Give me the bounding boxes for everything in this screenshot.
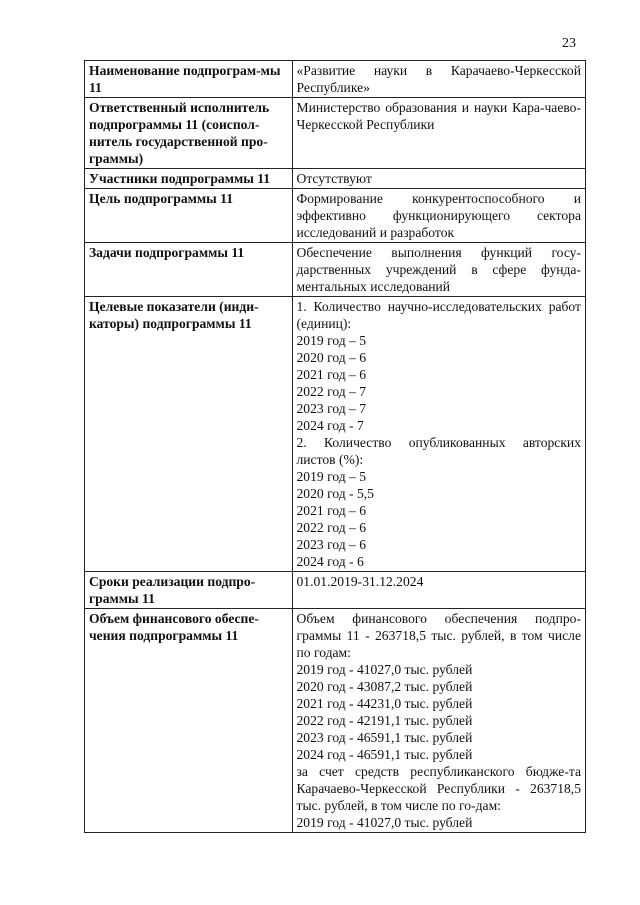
value-line: 2024 год - 6 (296, 554, 364, 569)
subprogram-passport-table (84, 60, 586, 833)
row-label: Цель подпрограммы 11 (85, 189, 293, 243)
value-line: 2019 год - 41027,0 тыс. рублей (296, 662, 473, 677)
value-line: 2023 год - 46591,1 тыс. рублей (296, 730, 473, 745)
value-line: Обеспечение выполнения функций госу-дарственных учреждений в сфере фунда-ментальных исследований (296, 245, 581, 294)
row-label: Наименование подпрограм-мы 11 (85, 61, 293, 98)
value-line: Министерство образования и науки Кара-чаево-Черкесской Республики (296, 100, 581, 132)
row-value (292, 189, 586, 243)
page-number: 23 (562, 36, 576, 51)
value-line: «Развитие науки в Карачаево-Черкесской Республике» (296, 63, 581, 95)
value-line: 2023 год – 7 (296, 401, 367, 416)
value-line: 2020 год - 5,5 (296, 486, 374, 501)
value-line: за счет средств республиканского бюдже-та Карачаево-Черкесской Республики - 263718,5 тыс. рублей, в том числе по го-дам: (296, 764, 581, 813)
value-line: 2021 год – 6 (296, 503, 367, 518)
table-row (85, 189, 586, 243)
row-value (292, 169, 586, 189)
value-line: 2022 год – 7 (296, 384, 367, 399)
value-line: 2022 год - 42191,1 тыс. рублей (296, 713, 473, 728)
value-line: 2020 год – 6 (296, 350, 367, 365)
table-row (85, 243, 586, 297)
row-label: Объем финансового обеспе-чения подпрограммы 11 (85, 609, 293, 833)
table-row (85, 297, 586, 572)
row-value (292, 609, 586, 833)
row-label: Целевые показатели (инди-каторы) подпрограммы 11 (85, 297, 293, 572)
table-row (85, 61, 586, 98)
value-line: 2020 год - 43087,2 тыс. рублей (296, 679, 473, 694)
table-row (85, 572, 586, 609)
row-label: Ответственный исполнитель подпрограммы 11 (соиспол-нитель государственной про-граммы) (85, 98, 293, 169)
value-line: 2021 год – 6 (296, 367, 367, 382)
value-line: Объем финансового обеспечения подпро-граммы 11 - 263718,5 тыс. рублей, в том числе по годам: (296, 611, 581, 660)
value-line: 2019 год - 41027,0 тыс. рублей (296, 815, 473, 830)
row-label: Участники подпрограммы 11 (85, 169, 293, 189)
row-value (292, 297, 586, 572)
row-value (292, 61, 586, 98)
value-line: 2024 год - 7 (296, 418, 364, 433)
value-line: 1. Количество научно-исследовательских работ (единиц): (296, 299, 581, 331)
row-value (292, 243, 586, 297)
value-line: 2. Количество опубликованных авторских листов (%): (296, 435, 581, 467)
table-row (85, 609, 586, 833)
value-line: 2022 год – 6 (296, 520, 367, 535)
value-line: 2024 год - 46591,1 тыс. рублей (296, 747, 473, 762)
table-body (85, 61, 586, 833)
value-line: 2023 год – 6 (296, 537, 367, 552)
value-line: 2019 год – 5 (296, 469, 367, 484)
value-line: 01.01.2019-31.12.2024 (296, 574, 424, 589)
value-line: Формирование конкурентоспособного и эффективно функционирующего сектора исследований и разработок (296, 191, 581, 240)
row-value (292, 98, 586, 169)
row-label: Сроки реализации подпро-граммы 11 (85, 572, 293, 609)
table-row (85, 169, 586, 189)
value-line: 2019 год – 5 (296, 333, 367, 348)
table-row (85, 98, 586, 169)
row-value (292, 572, 586, 609)
value-line: Отсутствуют (296, 171, 372, 186)
row-label: Задачи подпрограммы 11 (85, 243, 293, 297)
value-line: 2021 год - 44231,0 тыс. рублей (296, 696, 473, 711)
